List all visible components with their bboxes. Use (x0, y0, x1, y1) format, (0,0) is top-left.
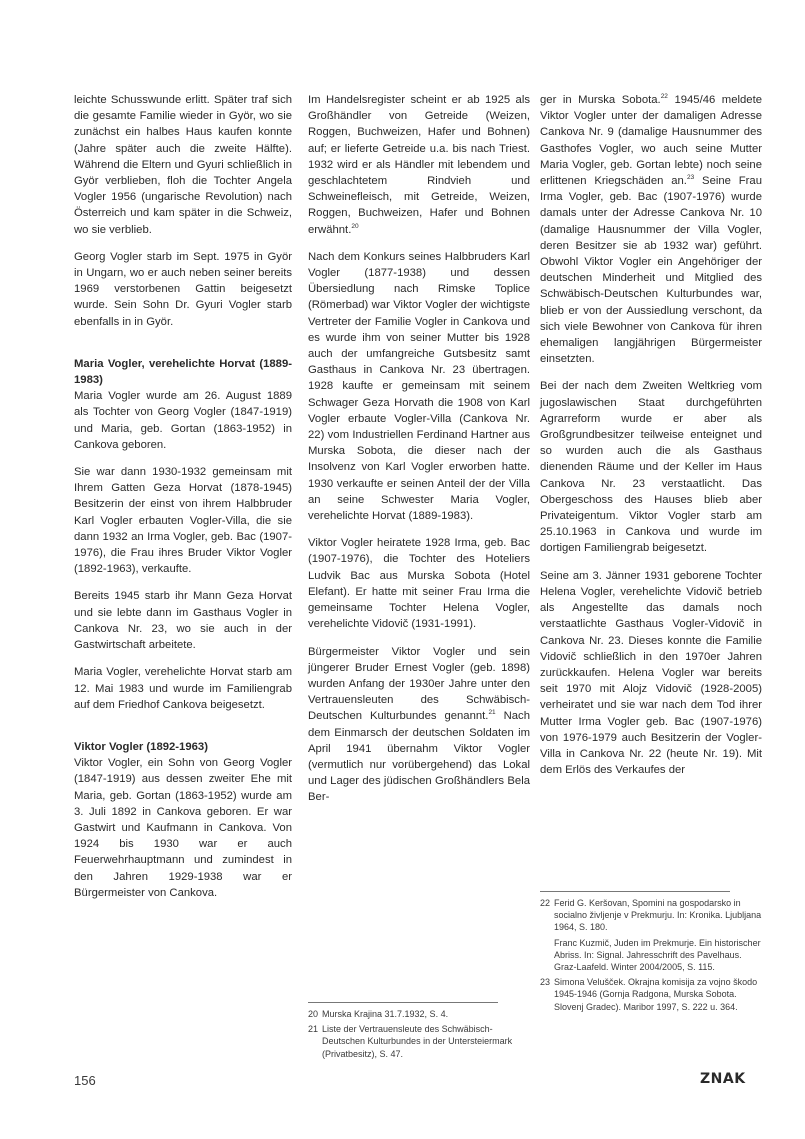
footnote-ref: 21 (488, 709, 496, 717)
footnote-ref: 20 (351, 222, 359, 230)
footnote (308, 1023, 530, 1060)
paragraph: Viktor Vogler heiratete 1928 Irma, geb. Bac (1907-1976), die Tochter des Hoteliers Ludvik Bac aus Murska Sobota (Hotel Elefant). Er hatte mit seiner Frau Irma die gemeinsame Tochter Helena Vogler, verehelichte Vidovič (1931-1991). (308, 537, 530, 631)
left-column (74, 92, 292, 912)
footnote-number: 21 (308, 1024, 319, 1035)
section-heading-viktor: Viktor Vogler (1892-1963) (74, 740, 208, 753)
footnote-continuation: Franc Kuzmič, Juden im Prekmurje. Ein historischer Abriss. In: Signal. Jahresschrift des Pavelhaus. Graz-Laafeld. Winter 2004/2005, S. 115. (554, 937, 761, 973)
footnote-number: 20 (308, 1009, 319, 1019)
paragraph-text: 1945/46 meldete Viktor Vogler unter der damaligen Adresse Cankova Nr. 9 (damalige Hausnummer des Gasthofes Vogler, wo auch seine Mutter Maria Vogler, geb. Gortan lebte) noch seine erlittenen Kriegschäden an. (540, 94, 762, 188)
footnote-ref: 23 (686, 174, 695, 182)
paragraph: Maria Vogler wurde am 26. August 1889 als Tochter von Georg Vogler (1847-1919) und Maria, geb. Gortan (1863-1952) in Cankova geboren. (74, 390, 292, 451)
paragraph-text: Im Handelsregister scheint er ab 1925 als Großhändler von Getreide (Weizen, Roggen, Buchweizen, Hafer und Bohnen) auf; er lieferte Getreide u.a. bis nach Triest. 1932 wird er als Händler mit lebendem und geschlachtetem Rindvieh und Schweinefleisch, mit Getreide, Weizen, Roggen, Buchweizen, Hafer und Bohnen erwähnt. (308, 94, 530, 236)
paragraph: Viktor Vogler, ein Sohn von Georg Vogler (1847-1919) aus dessen zweiter Ehe mit Maria, geb. Gortan (1863-1952) wurde am 3. Juli 1892 in Cankova geboren. Er war Gastwirt und Kaufmann in Cankova. Von 1924 bis 1930 war er auch Feuerwehrhauptmann und zumindest in den Jahren 1929-1938 war er Bürgermeister von Cankova. (74, 757, 292, 899)
footnote-text: Simona Velušček. Okrajna komisija za vojno škodo 1945-1946 (Gornja Radgona, Murska Sobota. Slovenj Gradec). Maribor 1997, S. 222 u. 364. (554, 977, 758, 1012)
paragraph: Sie war dann 1930-1932 gemeinsam mit Ihrem Gatten Geza Horvat (1878-1945) Besitzerin der einst von ihrem Halbbruder Karl Vogler erbauten Vogler-Villa, die sie dann 1932 an Irma Vogler, geb. Bac (1907-1976), die Frau ihres Bruder Viktor Vogler (1892-1963), verkaufte. (74, 466, 292, 576)
footnote (540, 976, 762, 1013)
section-heading-maria: Maria Vogler, verehelichte Horvat (1889-1983) (74, 357, 292, 387)
footnote-divider (308, 1002, 498, 1003)
page-number: 156 (74, 1073, 96, 1088)
footnote-divider (540, 891, 730, 892)
paragraph: Nach dem Konkurs seines Halbbruders Karl Vogler (1877-1938) und dessen Übersiedlung nach Rimske Toplice (Römerbad) war Viktor Vogler der wichtigste Vertreter der Familie Vogler in Cankova und es wurde ihm von seiner Mutter bis 1928 auch der umfangreiche Gutsbesitz samt Gasthaus in Cankova Nr. 23 übertragen. 1928 kaufte er gemeinsam mit seinem Schwager Geza Horvath die 1908 von Karl Vogler erbaute Vogler-Villa (Cankova Nr. 22) vom Industriellen Ferdinand Hartner aus Murska Sobota, die dieser nach der Insolvenz von Karl Vogler erworben hatte. 1930 verkaufte er seinen Anteil der der Villa an seine Schwester Maria Vogler, verehelichte Horvat (1889-1983). (308, 250, 530, 523)
footnote-text: Ferid G. Keršovan, Spomini na gospodarsko in socialno življenje v Prekmurju. In: Kronika. Ljubljana 1964, S. 180. (554, 898, 762, 933)
paragraph-text: Nach dem Einmarsch der deutschen Soldaten im April 1941 übernahm Viktor Vogler (vermutlich nur vorübergehend) das Lokal und Lager des jüdischen Großhändlers Bela Ber- (308, 710, 530, 804)
footnotes-middle (308, 1008, 530, 1063)
paragraph: leichte Schusswunde erlitt. Später traf sich die gesamte Familie wieder in Györ, wo sie zunächst ein halbes Haus kaufen konnte (Jahre später auch die zweite Hälfte). Während die Eltern und Gyuri schließlich in Györ verblieben, floh die Tochter Angela Vogler 1956 (ungarische Revolution) nach Österreich und kam später in die Schweiz, wo sie verblieb. (74, 94, 292, 236)
footnote-text: Liste der Vertrauensleute des Schwäbisch-Deutschen Kulturbundes in der Untersteiermark (Privatbesitz), S. 47. (322, 1024, 513, 1059)
paragraph: Bei der nach dem Zweiten Weltkrieg vom jugoslawischen Staat durchgeführten Agrarreform wurde er aber als Großgrundbesitzer teilweise enteignet und so wurden auch die als Gasthaus dienenden Räume und der Keller im Haus Cankova Nr. 23 verstaatlicht. Das Obergeschoss des Hauses blieb aber Privateigentum. Viktor Vogler starb am 25.10.1963 in Cankova und wurde im dortigen Familiengrab beigesetzt. (540, 380, 762, 555)
footnote-number: 22 (540, 898, 551, 908)
footnotes-right (540, 897, 762, 1016)
footnote-ref: 22 (660, 93, 668, 100)
paragraph: Maria Vogler, verehelichte Horvat starb am 12. Mai 1983 und wurde im Familiengrab auf dem Friedhof Cankova beigesetzt. (74, 666, 292, 711)
paragraph (308, 644, 530, 806)
right-column (540, 92, 762, 789)
paragraph-text: ger in Murska Sobota. (540, 94, 661, 106)
footnote-text: Murska Krajina 31.7.1932, S. 4. (322, 1009, 449, 1019)
footnote (540, 897, 762, 934)
paragraph-text: Seine Frau Irma Vogler, geb. Bac (1907-1976) wurde damals unter der Adresse Cankova Nr. 10 (damalige Hausnummer der Villa Vogler, deren Besitzer sie ab 1932 war) geführt. Obwohl Viktor Vogler ein Angehöriger der deutschen Minderheit und Mitglied des Schwäbisch-Deutschen Kulturbundes war, blieb er von der Aussiedlung verschont, da sich viele Bewohner von Cankova für ihren ehemaligen langjährigen Bürgermeister einsetzten. (540, 175, 762, 366)
paragraph-text: Bürgermeister Viktor Vogler und sein jüngerer Bruder Ernest Vogler (geb. 1898) wurden Anfang der 1930er Jahre unter den Vertrauensleuten des Schwäbisch-Deutschen Kulturbundes genannt. (308, 645, 530, 723)
paragraph (308, 92, 530, 238)
paragraph: Bereits 1945 starb ihr Mann Geza Horvat und sie lebte dann im Gasthaus Vogler in Cankova Nr. 23, wo sie auch in der Gastwirtschaft arbeitete. (74, 590, 292, 652)
footnote (308, 1008, 530, 1020)
paragraph (540, 92, 762, 367)
footnote-number: 23 (540, 977, 551, 988)
middle-column (308, 92, 530, 817)
paragraph: Seine am 3. Jänner 1931 geborene Tochter Helena Vogler, verehelichte Vidovič betrieb als Angestellte das damals noch verstaatlichte Gasthaus Vogler-Vidovič in Cankova Nr. 23. Dieses konnte die Familie Vidovič schließlich in den 1970er Jahren zurückkaufen. Helena Vogler war bereits seit 1970 mit Alojz Vidovič (1928-2005) verheiratet und sie war nach dem Tod ihrer Mutter Irma Vogler geb. Bac (1907-1976) von 1976-1979 auch Besitzerin der Vogler-Villa in Cankova Nr. 22 (heute Nr. 19). Mit dem Erlös des Verkaufes der (540, 569, 762, 777)
publisher-logo: ZNAK (700, 1071, 746, 1087)
paragraph: Georg Vogler starb im Sept. 1975 in Györ in Ungarn, wo er auch neben seiner bereits 1969 verstorbenen Gattin beigesetzt wurde. Sein Sohn Dr. Gyuri Vogler starb ebenfalls in in Györ. (74, 250, 292, 328)
